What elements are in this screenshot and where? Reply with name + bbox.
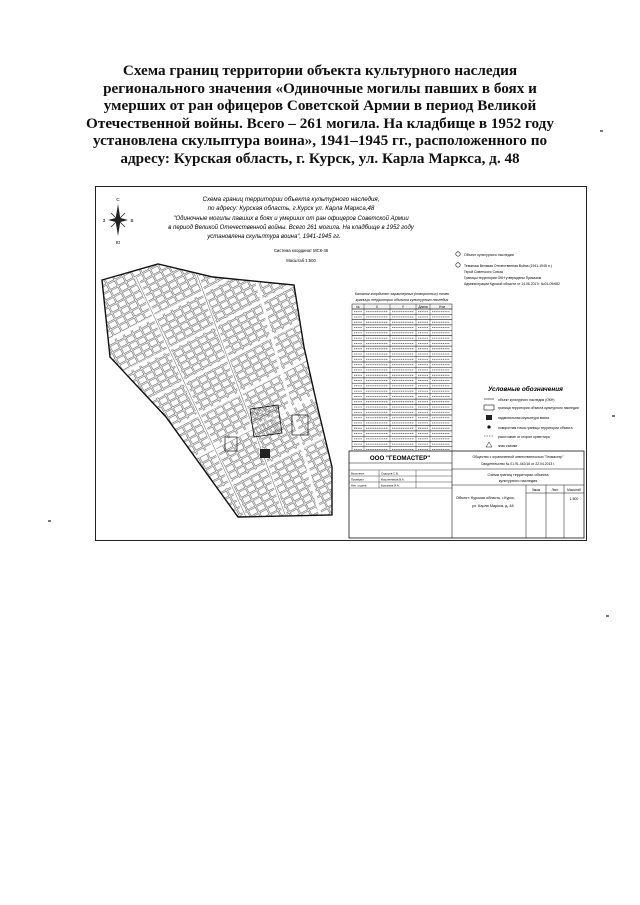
object-label: Объект: Курская область, г.Курск,	[456, 496, 516, 500]
legend-swatch	[487, 425, 490, 428]
legend-item: объект культурного наследия (ОКН)	[498, 398, 555, 402]
signer-role: Нач. отдела	[351, 483, 367, 488]
note-marker-icon	[456, 252, 460, 256]
legend-item: расстояние от сторон ориентира	[498, 435, 550, 439]
legend-swatch	[486, 415, 492, 420]
org-text: Общество с ограниченной ответственностью "Геомастер"	[472, 455, 564, 459]
object-label: ул. Карла Маркса, д. 48	[472, 504, 514, 508]
table-col-header: Y	[401, 305, 405, 309]
compass-north: С	[116, 197, 120, 202]
compass-south: Ю	[115, 240, 121, 245]
stamp-col-label: Заказ	[531, 488, 541, 492]
table-col-header: Длина	[418, 305, 428, 309]
legend-item: надмогильная скульптура воина	[498, 416, 550, 420]
scale-label: Масштаб 1:500	[286, 258, 316, 263]
note-text: Герой Советского Союза	[464, 270, 503, 274]
legend-swatch	[486, 442, 492, 447]
legend-title: Условные обозначения	[488, 386, 563, 393]
note-text: Тематика Великая Отечественная Война (1941-1945 гг.)	[464, 264, 552, 268]
legend-swatch	[484, 405, 494, 410]
table-col-header: Угол	[438, 305, 446, 309]
table-body	[352, 304, 452, 468]
table-caption: Каталог координат характерных (поворотных) точек	[354, 292, 450, 296]
doc-title: культурного наследия	[498, 479, 538, 483]
monument-icon	[260, 449, 270, 458]
legend	[484, 385, 579, 448]
doc-title: Схема границ территории объекта	[487, 473, 549, 477]
note-text: Администрации Курской области от 14.06.2017г. №01-09/682	[464, 282, 560, 286]
map-header-line: установлена скульптура воина", 1941-1945 гг.	[207, 234, 341, 240]
title-line: установлена скульптура воина», 1941–1945 гг., расположенного по	[92, 132, 548, 150]
note-text: Границы территории ОКН утверждены Приказом	[464, 276, 542, 280]
memorial-area	[250, 405, 282, 437]
signer-name: Кузьмина И.А.	[381, 483, 400, 488]
title-line: регионального значения «Одиночные могилы павших в боях и	[103, 79, 537, 97]
stamp-col-label: Лист	[551, 488, 559, 492]
note-marker-icon	[456, 263, 460, 267]
title-line: Схема границ территории объекта культурного наследия	[122, 62, 518, 79]
scan-speck	[600, 130, 603, 132]
grave-plots	[102, 264, 332, 517]
company-name: ООО "ГЕОМАСТЕР"	[369, 455, 431, 462]
scan-speck	[48, 520, 51, 522]
map-notes	[456, 252, 560, 286]
compass-rose-icon	[103, 197, 134, 245]
title-line: Отечественной войны. Всего – 261 могила. На кладбище в 1952 году	[86, 114, 554, 132]
cemetery-plan	[96, 223, 386, 517]
map-header-line: в период Великой Отечественной войны. Всего 261 могила. На кладбище в 1952 году	[168, 225, 414, 231]
page-title	[70, 62, 570, 168]
map-header-line: по адресу: Курская область, г.Курск ул. Карла Маркса,48	[207, 205, 375, 212]
stamp-col-label: Масштаб	[567, 488, 581, 492]
legend-item: граница территории объекта культурного наследия	[498, 406, 579, 410]
map-header-line: Схема границ территории объекта культурного наследия,	[202, 196, 380, 203]
signer-name: Масленников В.А.	[381, 477, 405, 482]
stamp-scale-value: 1:500	[569, 497, 579, 501]
note-text: Объект культурного наследия	[464, 253, 514, 257]
map-sheet	[95, 186, 587, 541]
table-col-header: X	[375, 305, 379, 309]
legend-item: поворотная точка границы территории объекта	[498, 426, 573, 430]
coord-system-label: Система координат МСК-46	[273, 248, 329, 253]
legend-item: знак съемки	[498, 444, 518, 448]
map-drawing	[96, 187, 586, 540]
compass-east: В	[130, 218, 134, 223]
signer-name: Сидоров С.В.	[381, 471, 399, 476]
title-line: умерших от ран офицеров Советской Армии в период Великой	[103, 97, 537, 115]
signer-role: Проверил	[351, 477, 364, 482]
title-line: адресу: Курская область, г. Курск, ул. Карла Маркса, д. 48	[120, 149, 520, 167]
title-block	[349, 451, 584, 538]
map-header-line: "Одиночные могилы павших в боях и умерших от ран офицеров Советской Армии	[173, 216, 409, 222]
table-col-header: №	[356, 305, 360, 309]
scan-speck	[606, 615, 609, 617]
scan-speck	[612, 415, 615, 417]
compass-west: З	[102, 218, 106, 223]
signer-role: Выполнил	[351, 471, 365, 476]
table-caption: границы территории объекта культурного наследия	[355, 298, 449, 302]
map-header	[168, 196, 415, 263]
coordinates-table	[352, 292, 452, 471]
org-text: Свидетельство № 01.91.442/16 от 22.04.2013 г.	[480, 462, 556, 466]
